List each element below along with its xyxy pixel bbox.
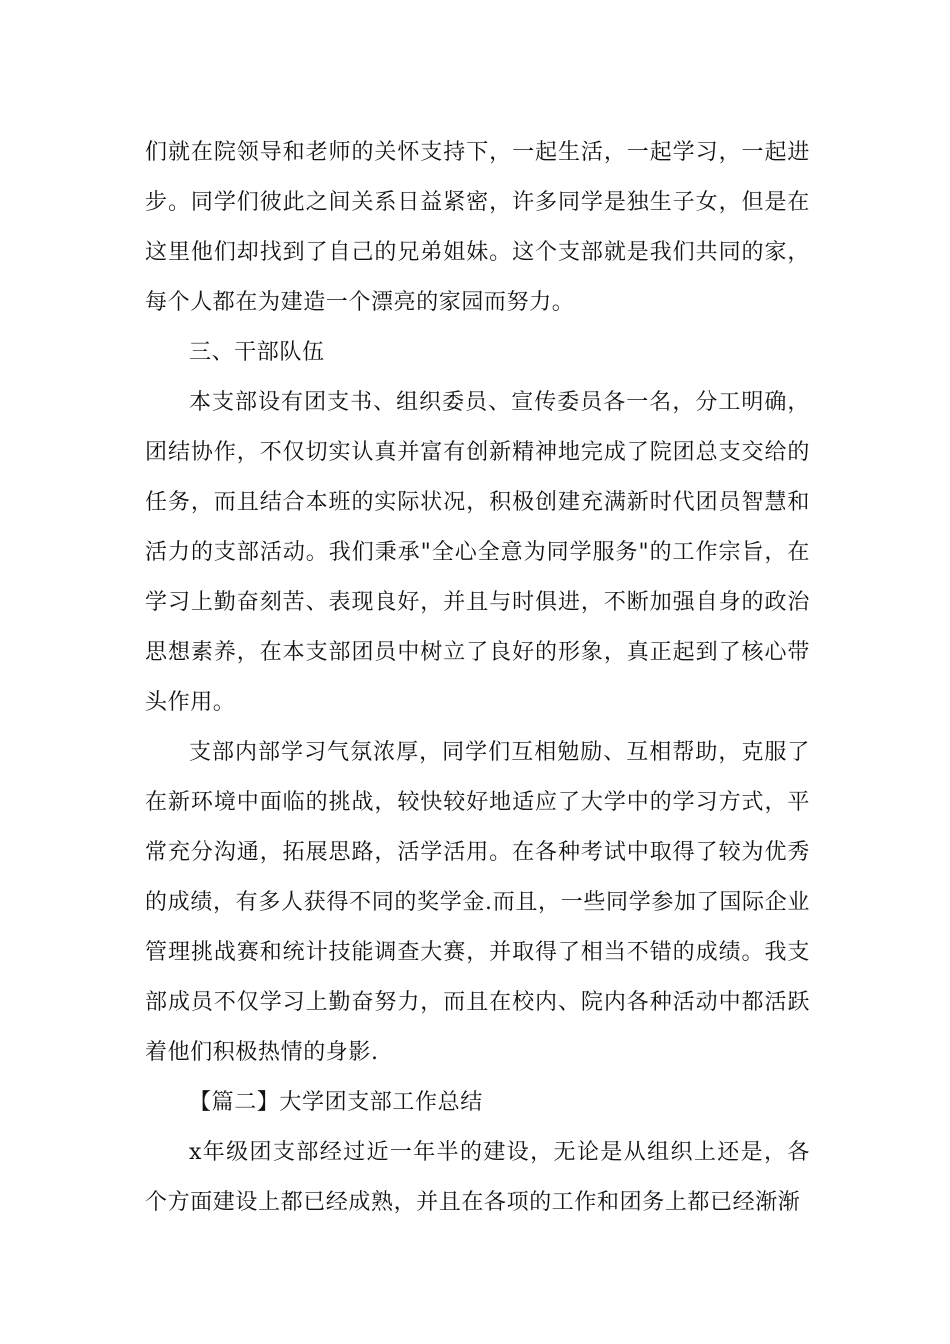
- document-body: [145, 128, 810, 1228]
- section-heading-part-two: 【篇二】大学团支部工作总结: [189, 1090, 483, 1115]
- paragraph-study-atmosphere: 支部内部学习气氛浓厚，同学们互相勉励、互相帮助，克服了在新环境中面临的挑战，较快较好地适应了大学中的学习方式，平常充分沟通，拓展思路，活学活用。在各种考试中取得了较为优秀的成绩，有多人获得不同的奖学金.而且，一些同学参加了国际企业管理挑战赛和统计技能调查大赛，并取得了相当不错的成绩。我支部成员不仅学习上勤奋努力，而且在校内、院内各种活动中都活跃着他们积极热情的身影.: [145, 740, 810, 1065]
- paragraph-continued: 们就在院领导和老师的关怀支持下，一起生活，一起学习，一起进步。同学们彼此之间关系日益紧密，许多同学是独生子女，但是在这里他们却找到了自己的兄弟姐妹。这个支部就是我们共同的家，每个人都在为建造一个漂亮的家园而努力。: [145, 140, 810, 315]
- paragraph-part-two-intro: x年级团支部经过近一年半的建设，无论是从组织上还是，各个方面建设上都已经成熟，并且在各项的工作和团务上都已经渐渐: [145, 1140, 810, 1215]
- paragraph-cadre-team: 本支部设有团支书、组织委员、宣传委员各一名，分工明确，团结协作，不仅切实认真并富有创新精神地完成了院团总支交给的任务，而且结合本班的实际状况，积极创建充满新时代团员智慧和活力的支部活动。我们秉承"全心全意为同学服务"的工作宗旨，在学习上勤奋刻苦、表现良好，并且与时俱进，不断加强自身的政治思想素养，在本支部团员中树立了良好的形象，真正起到了核心带头作用。: [145, 390, 810, 715]
- section-heading-cadre-team: 三、干部队伍: [189, 340, 325, 365]
